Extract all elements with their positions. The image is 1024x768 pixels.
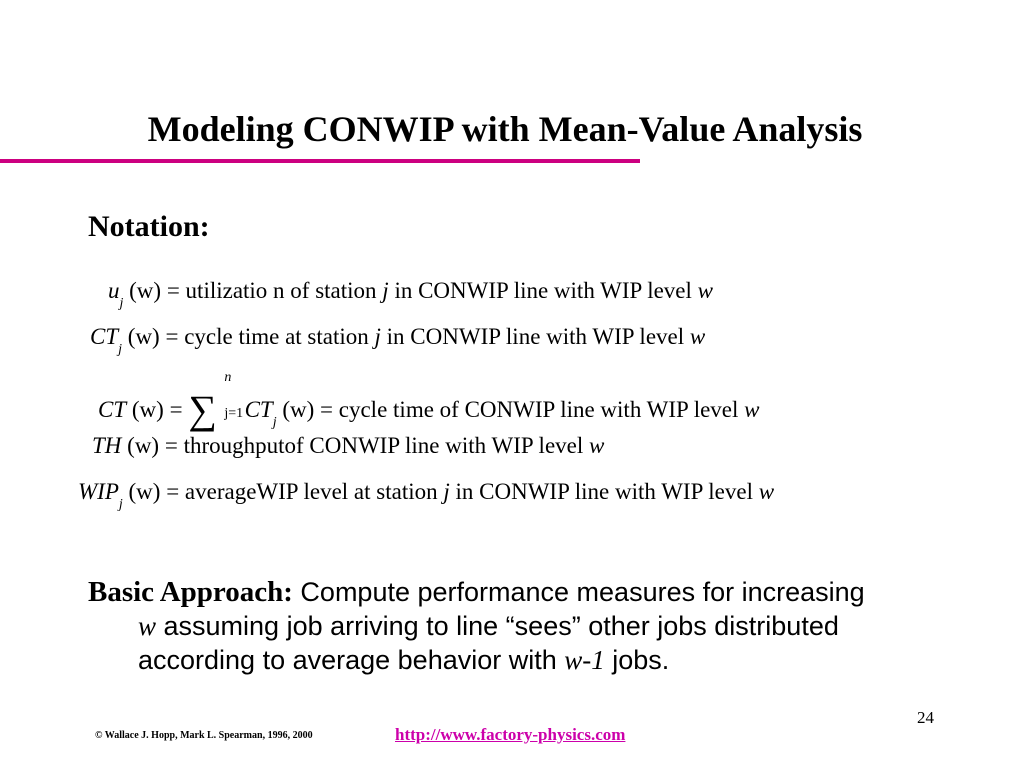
- eq2-w: w: [689, 324, 706, 349]
- page-number: 24: [917, 708, 934, 727]
- eq3-term: CT: [244, 397, 273, 422]
- eq5-w: w: [758, 479, 775, 504]
- approach-line3: [88, 643, 938, 677]
- eq3-arg: (w): [131, 397, 164, 422]
- eq4-w: w: [589, 433, 605, 458]
- title-underline: [0, 159, 640, 163]
- eq2-arg: (w): [127, 324, 160, 349]
- approach-w2: w-1: [564, 645, 605, 675]
- eq5-rest: in CONWIP line with WIP level: [449, 479, 759, 504]
- eq5-j: j: [443, 479, 450, 504]
- eq3-rhs: = cycle time of CONWIP line with WIP level: [314, 397, 745, 422]
- eq3-sub: j: [272, 415, 277, 430]
- equation-cycle-time-station: [90, 324, 706, 357]
- equation-utilization: [108, 278, 714, 311]
- equation-cycle-time-total: [98, 370, 760, 432]
- eq3-term-arg: (w): [282, 397, 315, 422]
- eq1-sub: j: [119, 296, 124, 311]
- equation-wip: [78, 479, 775, 512]
- eq2-rest: in CONWIP line with WIP level: [380, 324, 690, 349]
- copyright-notice: © Wallace J. Hopp, Mark L. Spearman, 1996, 2000: [95, 730, 313, 741]
- sigma-upper: n: [224, 370, 232, 385]
- eq2-sub: j: [118, 342, 123, 357]
- eq2-j: j: [374, 324, 381, 349]
- sigma-symbol: ∑: [188, 387, 217, 432]
- factory-physics-link[interactable]: http://www.factory-physics.com: [395, 725, 626, 744]
- eq4-lhs: TH: [92, 433, 122, 458]
- eq2-rhs: = cycle time at station: [165, 324, 375, 349]
- summation: [188, 370, 244, 432]
- approach-text4: jobs.: [604, 645, 670, 675]
- eq5-rhs: = averageWIP level at station: [166, 479, 444, 504]
- approach-lead: Basic Approach:: [88, 576, 293, 608]
- eq2-lhs: CT: [90, 324, 119, 349]
- approach-text3: according to average behavior with: [138, 645, 565, 675]
- eq5-arg: (w): [128, 479, 161, 504]
- notation-heading: Notation:: [88, 210, 210, 243]
- eq5-lhs: WIP: [78, 479, 119, 504]
- approach-w1: w: [138, 611, 157, 641]
- approach-text2: assuming job arriving to line “sees” other jobs distributed: [156, 611, 839, 641]
- eq1-rhs: = utilizatio n of station: [166, 278, 383, 303]
- eq1-j: j: [382, 278, 389, 303]
- equation-throughput: [92, 433, 604, 459]
- eq1-rest: in CONWIP line with WIP level: [388, 278, 698, 303]
- approach-line2: [88, 609, 938, 643]
- basic-approach-paragraph: [88, 575, 938, 677]
- eq4-rhs: = throughputof CONWIP line with WIP level: [164, 433, 589, 458]
- sigma-lower: j=1: [224, 406, 244, 421]
- eq3-equals: =: [169, 397, 183, 422]
- approach-text1: Compute performance measures for increasing: [292, 577, 865, 607]
- eq3-w: w: [744, 397, 760, 422]
- eq3-lhs: CT: [98, 397, 127, 422]
- eq5-sub: j: [118, 497, 123, 512]
- slide-title: Modeling CONWIP with Mean-Value Analysis: [147, 109, 863, 149]
- eq1-lhs: u: [108, 278, 120, 303]
- eq1-arg: (w): [129, 278, 162, 303]
- eq1-w: w: [697, 278, 714, 303]
- eq4-arg: (w): [127, 433, 160, 458]
